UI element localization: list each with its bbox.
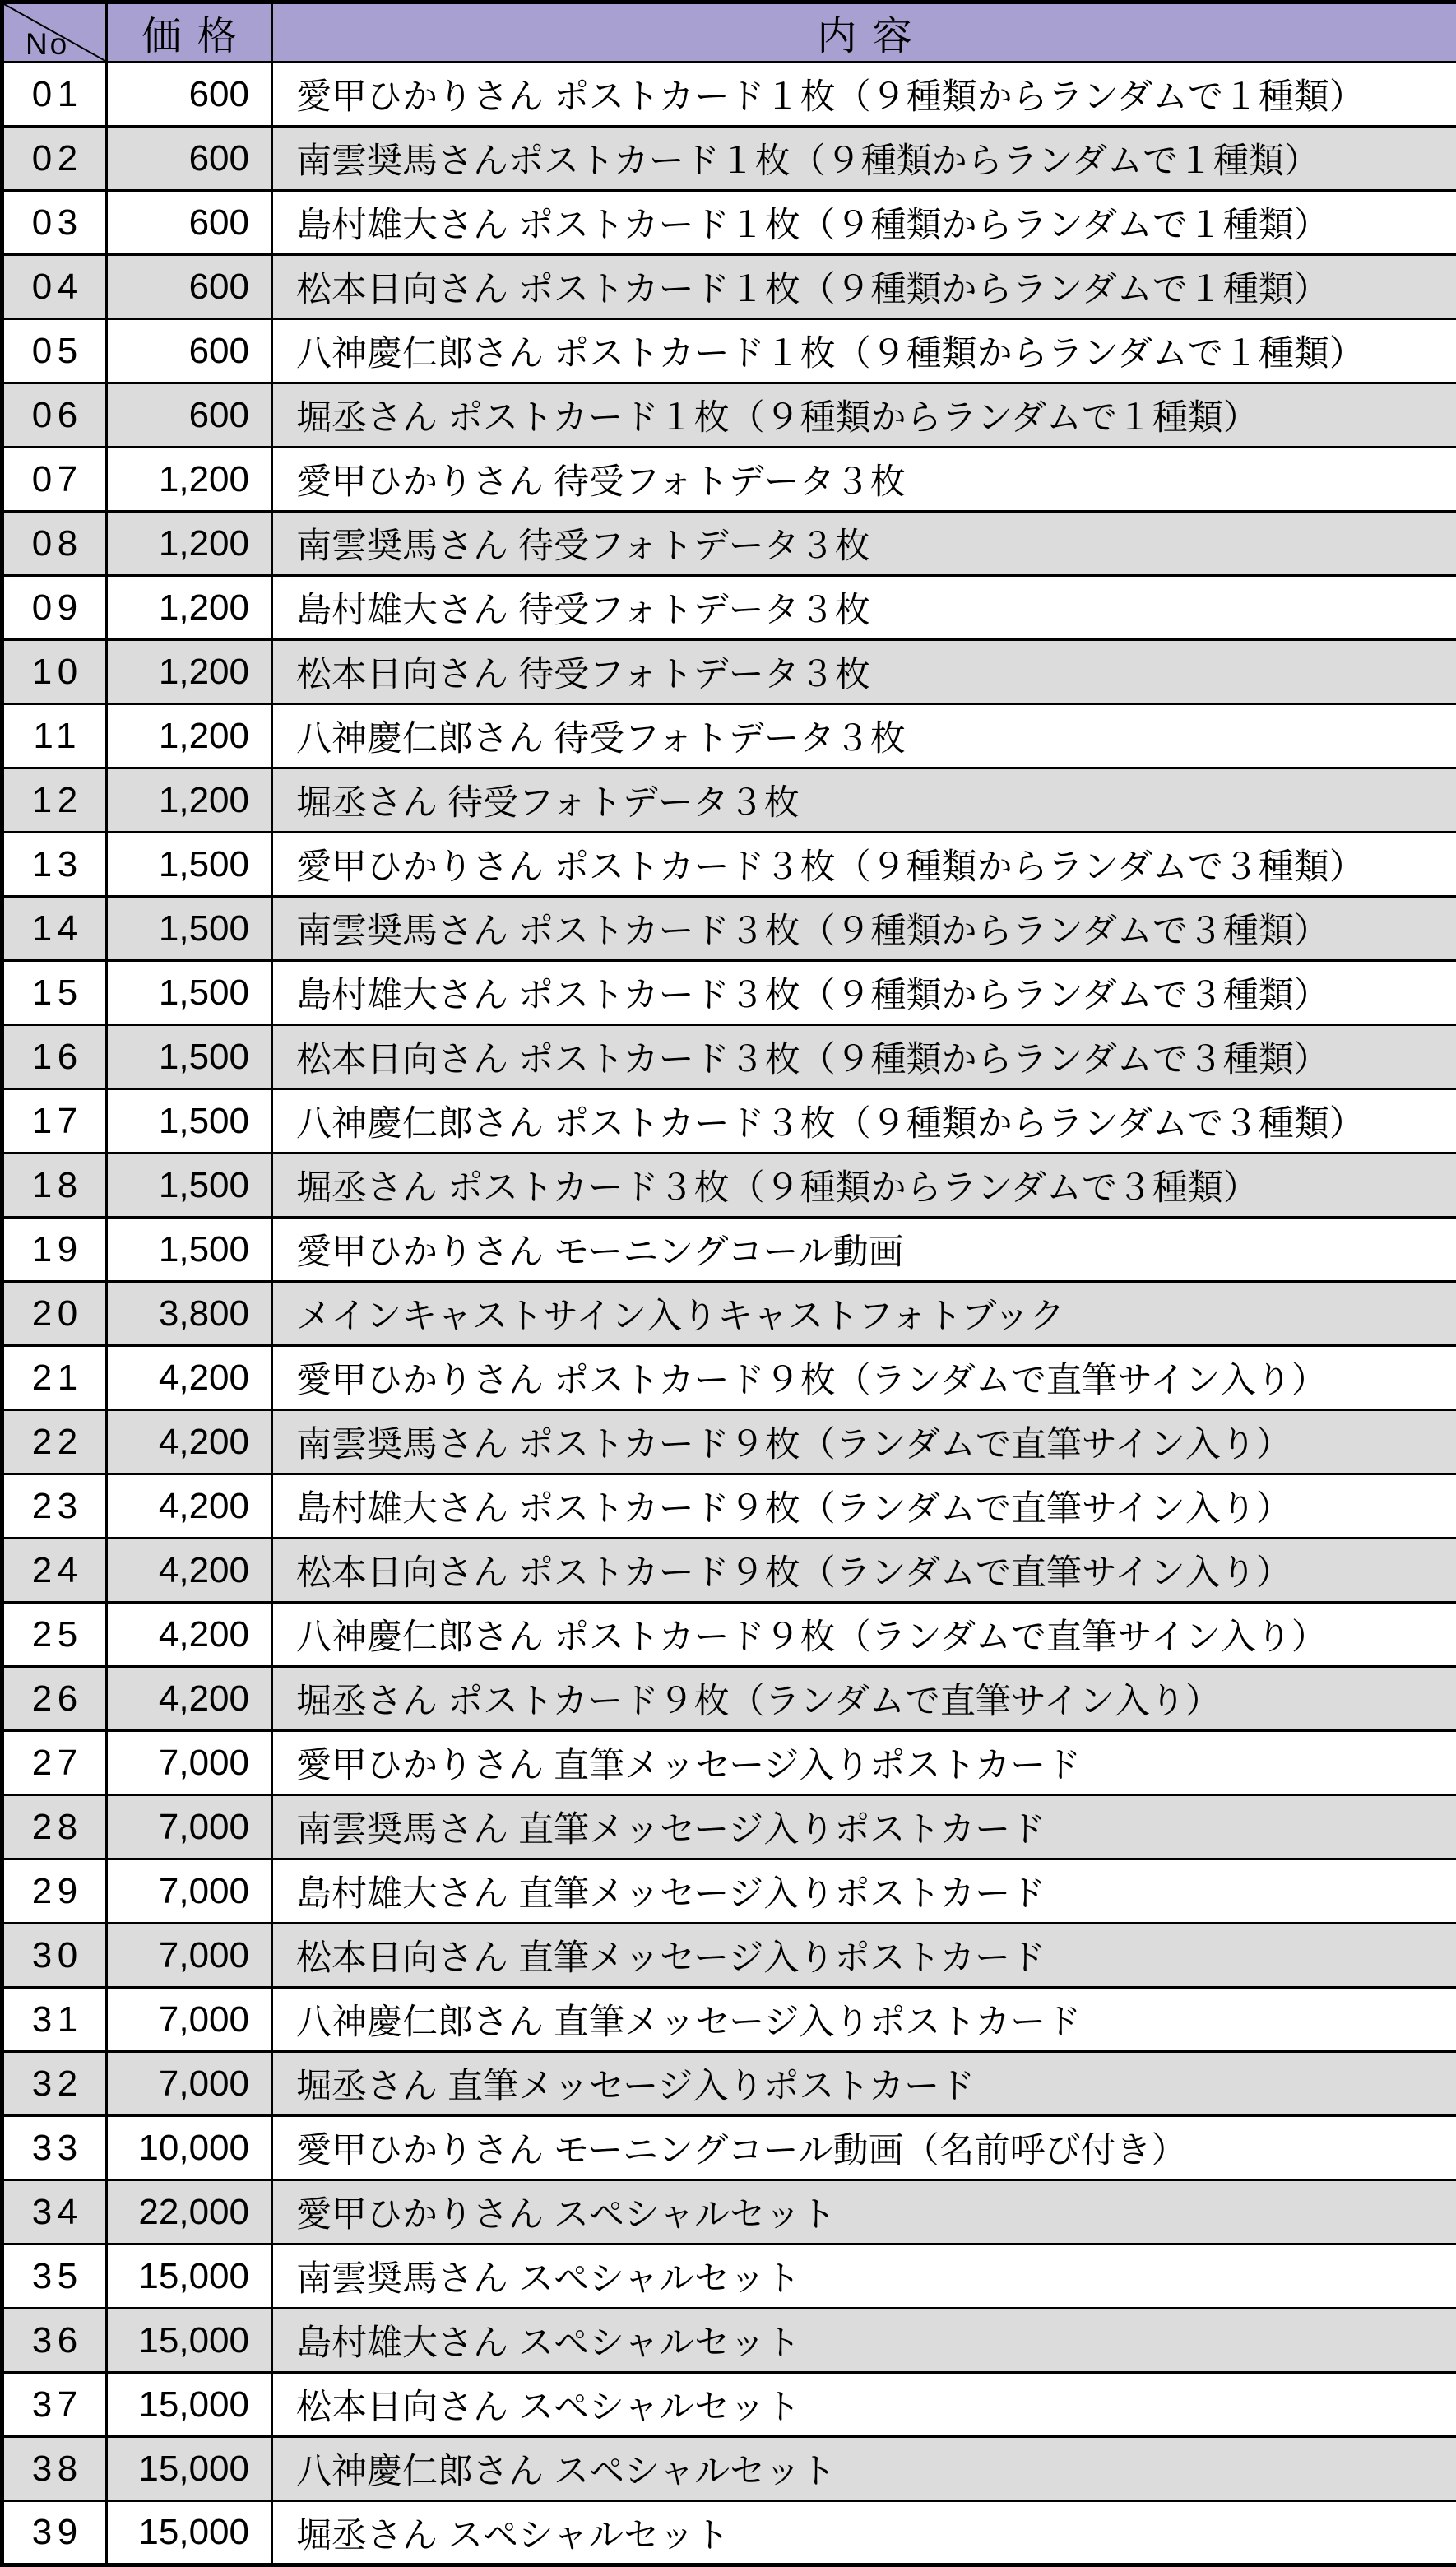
row-price-cell: 600 [107, 191, 272, 255]
column-header-price-label: 価格 [141, 15, 253, 58]
table-row [2, 1089, 1456, 1154]
row-content-cell: 八神慶仁郎さん 待受フォトデータ３枚 [272, 704, 1456, 768]
row-price-cell: 15,000 [107, 2244, 272, 2309]
row-no-cell: 09 [2, 576, 107, 640]
row-no-cell: 37 [2, 2373, 107, 2437]
table-row [2, 833, 1456, 897]
row-price-cell: 1,200 [107, 768, 272, 833]
row-content-cell: 愛甲ひかりさん モーニングコール動画（名前呼び付き） [272, 2116, 1456, 2180]
row-no-cell: 16 [2, 1025, 107, 1089]
row-content-cell: 愛甲ひかりさん スペシャルセット [272, 2180, 1456, 2244]
table-row [2, 63, 1456, 127]
table-row [2, 1924, 1456, 1988]
row-content-cell: 愛甲ひかりさん ポストカード１枚（９種類からランダムで１種類） [272, 63, 1456, 127]
row-price-cell: 15,000 [107, 2437, 272, 2501]
row-content-cell: 八神慶仁郎さん ポストカード３枚（９種類からランダムで３種類） [272, 1089, 1456, 1154]
row-content-cell: 八神慶仁郎さん 直筆メッセージ入りポストカード [272, 1988, 1456, 2052]
table-row [2, 1474, 1456, 1539]
row-no-cell: 13 [2, 833, 107, 897]
row-price-cell: 22,000 [107, 2180, 272, 2244]
row-price-cell: 3,800 [107, 1282, 272, 1346]
row-content-cell: 島村雄大さん 直筆メッセージ入りポストカード [272, 1859, 1456, 1924]
row-content-cell: 島村雄大さん ポストカード１枚（９種類からランダムで１種類） [272, 191, 1456, 255]
row-content-cell: 堀丞さん スペシャルセット [272, 2501, 1456, 2565]
table-row [2, 383, 1456, 448]
row-price-cell: 15,000 [107, 2309, 272, 2373]
row-price-cell: 1,500 [107, 1025, 272, 1089]
row-price-cell: 600 [107, 63, 272, 127]
table-row [2, 2309, 1456, 2373]
row-price-cell: 4,200 [107, 1346, 272, 1410]
column-header-content-label: 内容 [817, 15, 928, 58]
row-price-cell: 1,500 [107, 1154, 272, 1218]
row-price-cell: 600 [107, 319, 272, 383]
row-price-cell: 7,000 [107, 2052, 272, 2116]
row-content-cell: 八神慶仁郎さん ポストカード９枚（ランダムで直筆サイン入り） [272, 1603, 1456, 1667]
row-no-cell: 22 [2, 1410, 107, 1474]
column-header-no [2, 2, 107, 63]
table-row [2, 2244, 1456, 2309]
table-row [2, 576, 1456, 640]
table-row [2, 2116, 1456, 2180]
row-price-cell: 4,200 [107, 1474, 272, 1539]
row-price-cell: 1,200 [107, 448, 272, 512]
row-content-cell: 八神慶仁郎さん ポストカード１枚（９種類からランダムで１種類） [272, 319, 1456, 383]
table-row [2, 1154, 1456, 1218]
column-header-content [272, 2, 1456, 63]
row-no-cell: 15 [2, 961, 107, 1025]
row-content-cell: 堀丞さん 待受フォトデータ３枚 [272, 768, 1456, 833]
row-price-cell: 4,200 [107, 1667, 272, 1731]
row-no-cell: 08 [2, 512, 107, 576]
row-content-cell: 南雲奨馬さん 直筆メッセージ入りポストカード [272, 1795, 1456, 1859]
row-price-cell: 1,500 [107, 1218, 272, 1282]
table-row [2, 512, 1456, 576]
row-content-cell: 愛甲ひかりさん モーニングコール動画 [272, 1218, 1456, 1282]
table-row [2, 1859, 1456, 1924]
row-price-cell: 15,000 [107, 2373, 272, 2437]
row-no-cell: 19 [2, 1218, 107, 1282]
table-row [2, 768, 1456, 833]
table-row [2, 640, 1456, 704]
row-content-cell: 松本日向さん ポストカード１枚（９種類からランダムで１種類） [272, 255, 1456, 319]
row-content-cell: 愛甲ひかりさん 直筆メッセージ入りポストカード [272, 1731, 1456, 1795]
table-row [2, 961, 1456, 1025]
row-content-cell: 南雲奨馬さん ポストカード３枚（９種類からランダムで３種類） [272, 897, 1456, 961]
row-no-cell: 26 [2, 1667, 107, 1731]
table-row [2, 1282, 1456, 1346]
row-price-cell: 1,200 [107, 512, 272, 576]
row-content-cell: 島村雄大さん 待受フォトデータ３枚 [272, 576, 1456, 640]
row-no-cell: 11 [2, 704, 107, 768]
row-content-cell: 八神慶仁郎さん スペシャルセット [272, 2437, 1456, 2501]
row-no-cell: 39 [2, 2501, 107, 2565]
table-row [2, 1731, 1456, 1795]
table-row [2, 191, 1456, 255]
table-row [2, 2052, 1456, 2116]
table-row [2, 255, 1456, 319]
row-no-cell: 21 [2, 1346, 107, 1410]
table-row [2, 448, 1456, 512]
row-content-cell: 堀丞さん ポストカード３枚（９種類からランダムで３種類） [272, 1154, 1456, 1218]
row-content-cell: 松本日向さん ポストカード９枚（ランダムで直筆サイン入り） [272, 1539, 1456, 1603]
row-no-cell: 28 [2, 1795, 107, 1859]
row-content-cell: 南雲奨馬さん ポストカード９枚（ランダムで直筆サイン入り） [272, 1410, 1456, 1474]
row-content-cell: 愛甲ひかりさん ポストカード３枚（９種類からランダムで３種類） [272, 833, 1456, 897]
table-row [2, 897, 1456, 961]
row-no-cell: 24 [2, 1539, 107, 1603]
row-content-cell: 松本日向さん ポストカード３枚（９種類からランダムで３種類） [272, 1025, 1456, 1089]
row-content-cell: 堀丞さん ポストカード９枚（ランダムで直筆サイン入り） [272, 1667, 1456, 1731]
row-content-cell: 南雲奨馬さんポストカード１枚（９種類からランダムで１種類） [272, 127, 1456, 191]
row-price-cell: 7,000 [107, 1924, 272, 1988]
row-no-cell: 18 [2, 1154, 107, 1218]
row-no-cell: 10 [2, 640, 107, 704]
row-no-cell: 17 [2, 1089, 107, 1154]
row-content-cell: 島村雄大さん スペシャルセット [272, 2309, 1456, 2373]
row-price-cell: 10,000 [107, 2116, 272, 2180]
table-row [2, 127, 1456, 191]
row-no-cell: 04 [2, 255, 107, 319]
row-no-cell: 38 [2, 2437, 107, 2501]
row-price-cell: 600 [107, 383, 272, 448]
row-no-cell: 02 [2, 127, 107, 191]
row-price-cell: 4,200 [107, 1539, 272, 1603]
row-price-cell: 1,200 [107, 576, 272, 640]
row-no-cell: 29 [2, 1859, 107, 1924]
row-no-cell: 30 [2, 1924, 107, 1988]
row-price-cell: 1,200 [107, 640, 272, 704]
row-price-cell: 7,000 [107, 1795, 272, 1859]
column-header-no-label: No [26, 27, 70, 61]
row-price-cell: 7,000 [107, 1731, 272, 1795]
row-content-cell: 南雲奨馬さん スペシャルセット [272, 2244, 1456, 2309]
row-content-cell: 松本日向さん 直筆メッセージ入りポストカード [272, 1924, 1456, 1988]
table-row [2, 1795, 1456, 1859]
table-header [2, 2, 1456, 63]
row-price-cell: 1,200 [107, 704, 272, 768]
row-no-cell: 05 [2, 319, 107, 383]
row-content-cell: 松本日向さん スペシャルセット [272, 2373, 1456, 2437]
row-no-cell: 07 [2, 448, 107, 512]
row-content-cell: 愛甲ひかりさん ポストカード９枚（ランダムで直筆サイン入り） [272, 1346, 1456, 1410]
row-content-cell: メインキャストサイン入りキャストフォトブック [272, 1282, 1456, 1346]
row-content-cell: 堀丞さん 直筆メッセージ入りポストカード [272, 2052, 1456, 2116]
row-no-cell: 27 [2, 1731, 107, 1795]
row-no-cell: 23 [2, 1474, 107, 1539]
table-row [2, 1218, 1456, 1282]
row-no-cell: 20 [2, 1282, 107, 1346]
row-no-cell: 25 [2, 1603, 107, 1667]
table-row [2, 1346, 1456, 1410]
row-content-cell: 松本日向さん 待受フォトデータ３枚 [272, 640, 1456, 704]
row-no-cell: 33 [2, 2116, 107, 2180]
table-row [2, 704, 1456, 768]
table-row [2, 1603, 1456, 1667]
row-price-cell: 7,000 [107, 1859, 272, 1924]
row-content-cell: 愛甲ひかりさん 待受フォトデータ３枚 [272, 448, 1456, 512]
row-price-cell: 4,200 [107, 1603, 272, 1667]
table-row [2, 2180, 1456, 2244]
row-no-cell: 01 [2, 63, 107, 127]
table-row [2, 2373, 1456, 2437]
table-row [2, 1539, 1456, 1603]
row-price-cell: 600 [107, 127, 272, 191]
table-row [2, 1410, 1456, 1474]
table-row [2, 2501, 1456, 2565]
row-no-cell: 06 [2, 383, 107, 448]
table-row [2, 2437, 1456, 2501]
row-no-cell: 34 [2, 2180, 107, 2244]
row-no-cell: 03 [2, 191, 107, 255]
row-content-cell: 南雲奨馬さん 待受フォトデータ３枚 [272, 512, 1456, 576]
row-price-cell: 1,500 [107, 961, 272, 1025]
row-no-cell: 36 [2, 2309, 107, 2373]
table-row [2, 1667, 1456, 1731]
row-no-cell: 14 [2, 897, 107, 961]
table-body [2, 63, 1456, 2565]
row-content-cell: 堀丞さん ポストカード１枚（９種類からランダムで１種類） [272, 383, 1456, 448]
row-no-cell: 35 [2, 2244, 107, 2309]
table-row [2, 1988, 1456, 2052]
row-no-cell: 12 [2, 768, 107, 833]
row-no-cell: 32 [2, 2052, 107, 2116]
row-no-cell: 31 [2, 1988, 107, 2052]
table-row [2, 1025, 1456, 1089]
row-price-cell: 1,500 [107, 897, 272, 961]
row-price-cell: 1,500 [107, 833, 272, 897]
row-content-cell: 島村雄大さん ポストカード９枚（ランダムで直筆サイン入り） [272, 1474, 1456, 1539]
row-content-cell: 島村雄大さん ポストカード３枚（９種類からランダムで３種類） [272, 961, 1456, 1025]
row-price-cell: 7,000 [107, 1988, 272, 2052]
row-price-cell: 1,500 [107, 1089, 272, 1154]
column-header-price [107, 2, 272, 63]
row-price-cell: 4,200 [107, 1410, 272, 1474]
table-row [2, 319, 1456, 383]
row-price-cell: 15,000 [107, 2501, 272, 2565]
row-price-cell: 600 [107, 255, 272, 319]
header-row [2, 2, 1456, 63]
